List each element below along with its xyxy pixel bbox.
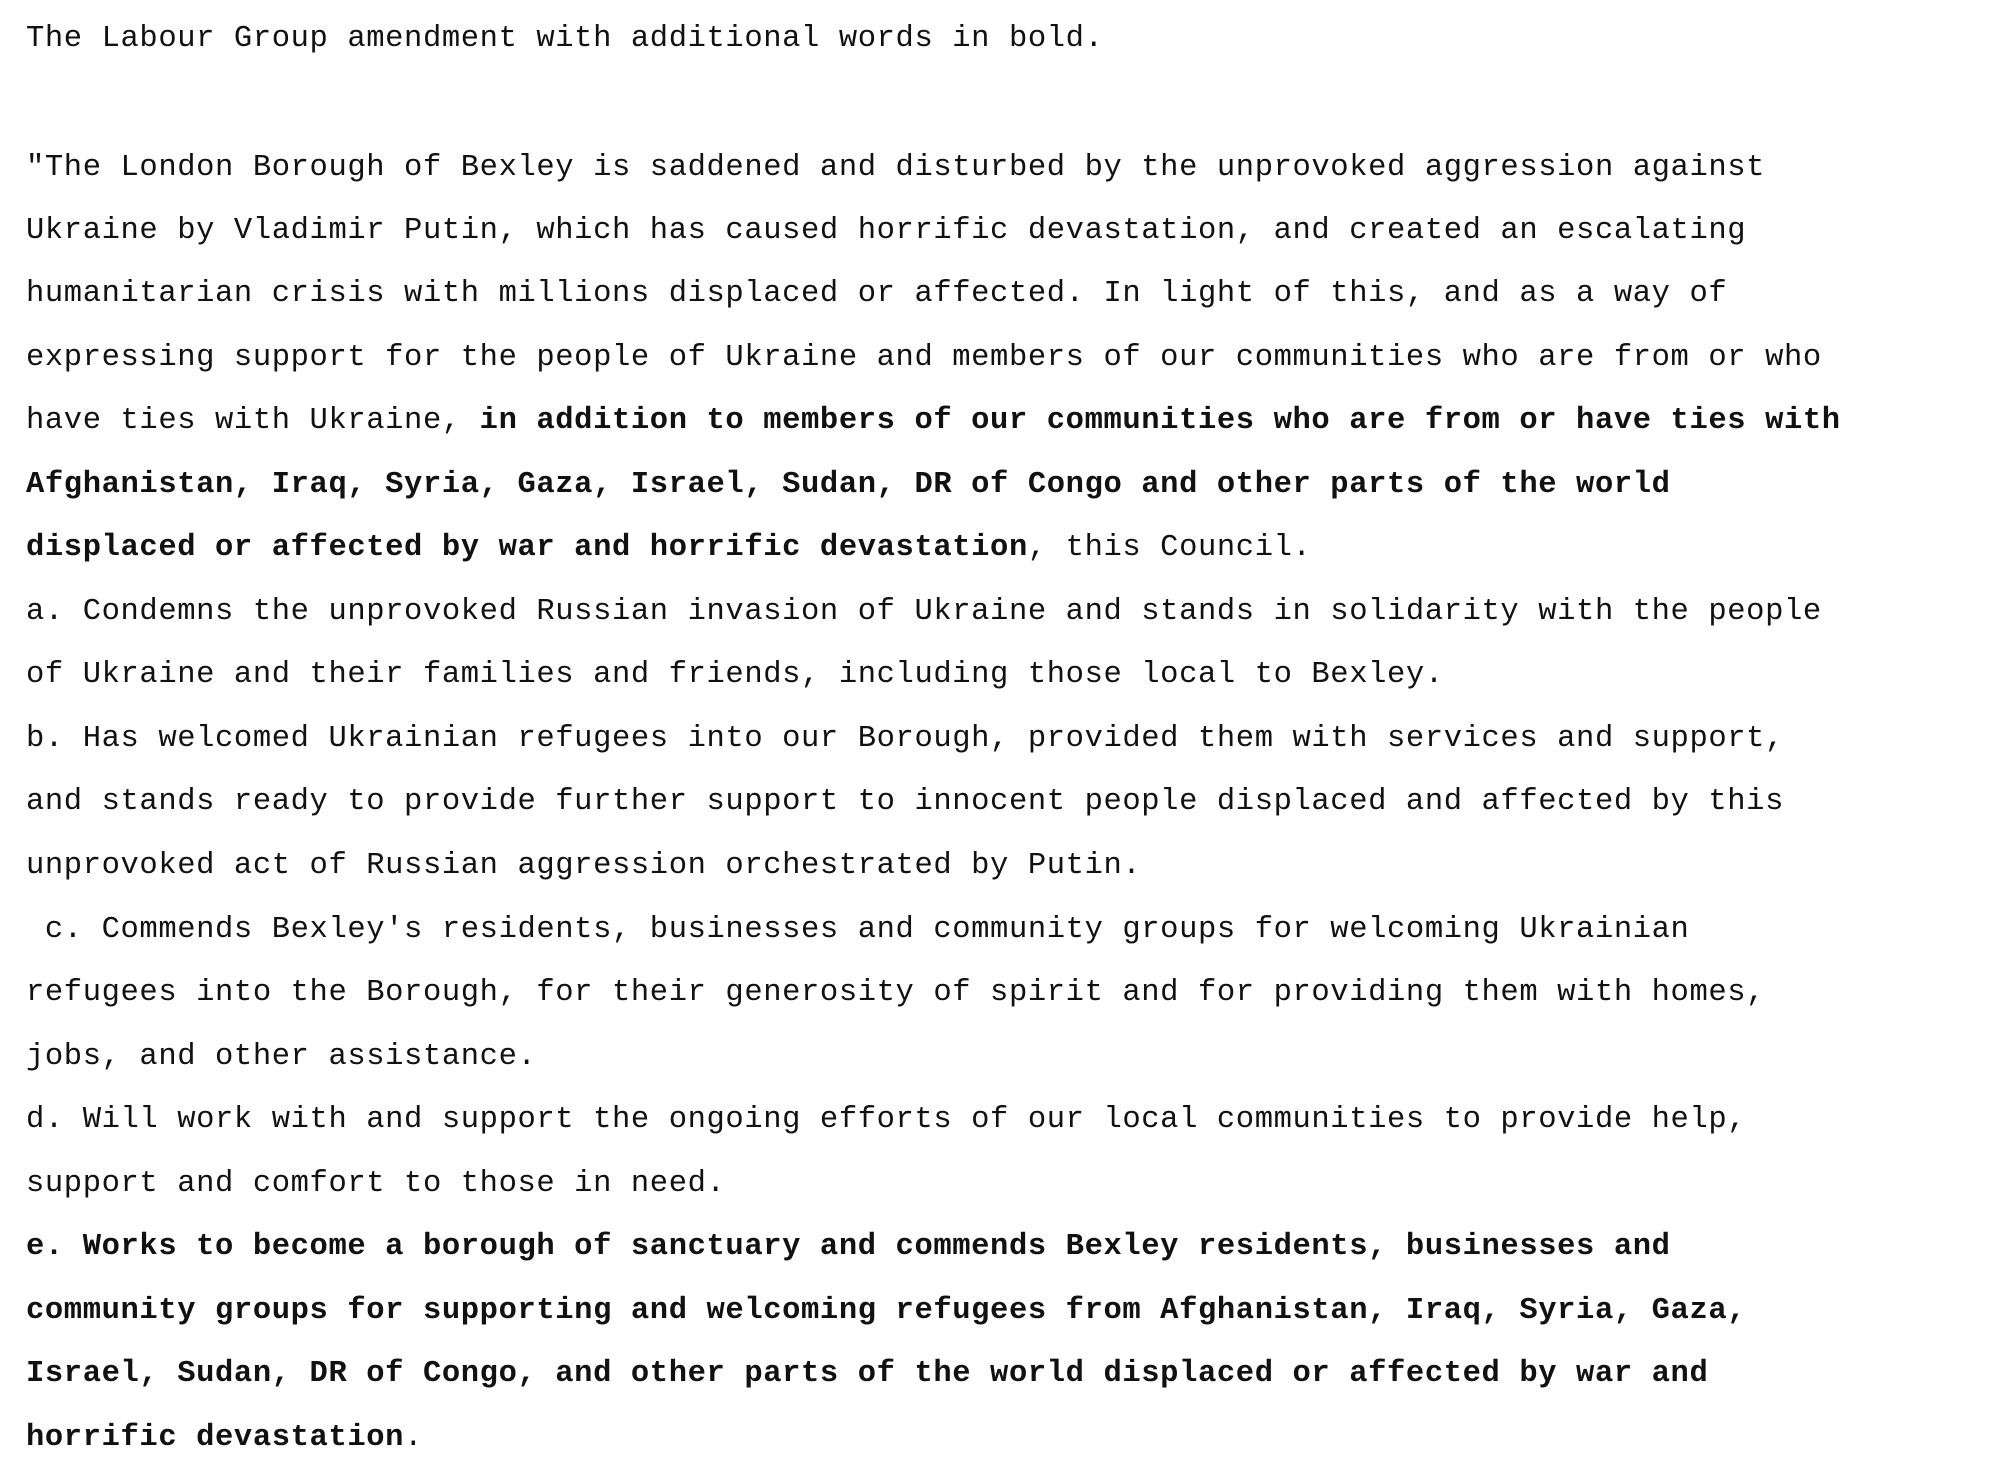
clause-e-line xyxy=(26,1291,1746,1331)
clause-e-line xyxy=(26,1418,423,1458)
text-run: support and comfort to those in need. xyxy=(26,1167,726,1201)
clause-a-line xyxy=(26,655,1444,695)
motion-line xyxy=(26,274,1727,314)
motion-line xyxy=(26,401,1841,441)
text-run: The Labour Group amendment with additional words in bold. xyxy=(26,22,1104,56)
clause-d-line xyxy=(26,1164,725,1204)
text-run: have ties with Ukraine, xyxy=(26,404,480,438)
text-run: b. Has welcomed Ukrainian refugees into our Borough, provided them with services and support, xyxy=(26,722,1784,756)
bold-text-run: Israel, Sudan, DR of Congo, and other parts of the world displaced or affected by war and xyxy=(26,1357,1709,1391)
clause-a-line xyxy=(26,592,1822,632)
text-run: "The London Borough of Bexley is saddened and disturbed by the unprovoked aggression against xyxy=(26,151,1766,185)
bold-text-run: displaced or affected by war and horrific devastation xyxy=(26,531,1028,565)
clause-b-line xyxy=(26,782,1784,822)
bold-text-run: in addition to members of our communities who are from or have ties with xyxy=(479,404,1841,438)
clause-e-line xyxy=(26,1354,1708,1394)
clause-d-line xyxy=(26,1100,1746,1140)
text-run: jobs, and other assistance. xyxy=(26,1040,537,1074)
intro-line xyxy=(26,19,1103,59)
bold-text-run: e. Works to become a borough of sanctuary and commends Bexley residents, businesses and xyxy=(26,1230,1671,1264)
text-run: d. Will work with and support the ongoing efforts of our local communities to provide help, xyxy=(26,1103,1747,1137)
text-run: Ukraine by Vladimir Putin, which has caused horrific devastation, and created an escalating xyxy=(26,214,1747,248)
clause-e-line xyxy=(26,1227,1671,1267)
text-run: expressing support for the people of Ukraine and members of our communities who are from or who xyxy=(26,341,1822,375)
motion-line xyxy=(26,211,1746,251)
text-run: of Ukraine and their families and friends, including those local to Bexley. xyxy=(26,658,1444,692)
text-run: . xyxy=(404,1421,423,1455)
text-run: and stands ready to provide further support to innocent people displaced and affected by this xyxy=(26,785,1784,819)
clause-c-line xyxy=(26,1037,536,1077)
bold-text-run: horrific devastation xyxy=(26,1421,405,1455)
text-run: , this Council. xyxy=(1027,531,1312,565)
clause-b-line xyxy=(26,719,1784,759)
text-run: humanitarian crisis with millions displaced or affected. In light of this, and as a way of xyxy=(26,277,1728,311)
text-run: c. Commends Bexley's residents, businesses and community groups for welcoming Ukrainian xyxy=(26,913,1690,947)
text-run: a. Condemns the unprovoked Russian invasion of Ukraine and stands in solidarity with the people xyxy=(26,595,1822,629)
clause-c-line xyxy=(26,910,1689,950)
motion-line xyxy=(26,338,1822,378)
bold-text-run: community groups for supporting and welcoming refugees from Afghanistan, Iraq, Syria, Gaza, xyxy=(26,1294,1747,1328)
clause-c-line xyxy=(26,973,1765,1013)
clause-b-line xyxy=(26,846,1141,886)
motion-line xyxy=(26,465,1671,505)
text-run: unprovoked act of Russian aggression orchestrated by Putin. xyxy=(26,849,1142,883)
bold-text-run: Afghanistan, Iraq, Syria, Gaza, Israel, Sudan, DR of Congo and other parts of the world xyxy=(26,468,1671,502)
text-run: refugees into the Borough, for their generosity of spirit and for providing them with homes, xyxy=(26,976,1766,1010)
motion-line xyxy=(26,148,1765,188)
motion-line xyxy=(26,528,1311,568)
